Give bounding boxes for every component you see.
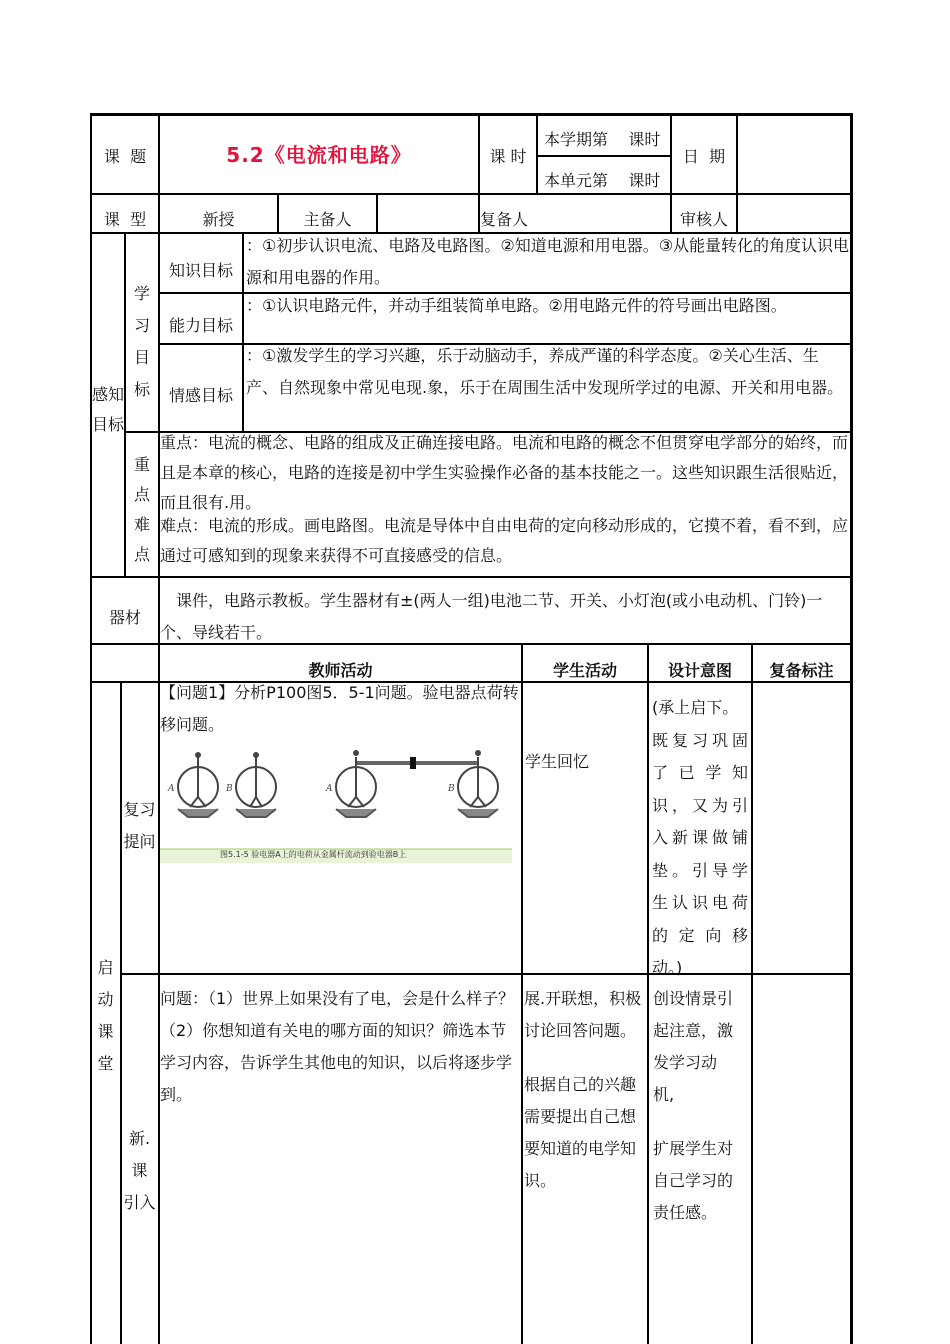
learn-label-char: 学 bbox=[133, 284, 150, 303]
student-line: 识。 bbox=[524, 1171, 557, 1190]
design-line: (承上启下。 bbox=[652, 698, 739, 717]
page-title: 5.2《电流和电路》 bbox=[226, 143, 412, 167]
review-label-line: 复习 bbox=[123, 800, 156, 819]
design-line: 扩展学生对 bbox=[653, 1139, 734, 1158]
v-goal-type bbox=[242, 232, 244, 431]
emotion-goal-text: ：①激发学生的学习兴趣，乐于动脑动手，养成严谨的科学态度。②关心生活、生产、自然现象中常见电现.象，乐于在周围生活中发现所学过的电源、开关和用电器。 bbox=[246, 346, 844, 397]
intro-label-line: 引入 bbox=[123, 1193, 156, 1212]
t2-v-student bbox=[647, 643, 649, 1344]
review-teacher-text: 【问题1】分析P100图5．5-1问题。验电器点荷转移问题。 bbox=[160, 683, 519, 734]
label-fubei: 复备人 bbox=[480, 210, 529, 229]
design-line: 机, bbox=[653, 1085, 675, 1104]
student-line: 需要提出自己想 bbox=[524, 1107, 637, 1126]
equipment-text: 课件，电路示教板。学生器材有±(两人一组)电池二节、开关、小灯泡(或小电动机、门铃)一个、导线若干。 bbox=[160, 591, 823, 642]
ability-goal-text: ：①认识电路元件，并动手组装简单电路。②用电路元件的符号画出电路图。 bbox=[246, 296, 787, 315]
design-line: 责任感。 bbox=[653, 1203, 718, 1222]
key-difficulty-label bbox=[126, 450, 158, 570]
label-kexing: 课 型 bbox=[103, 210, 147, 229]
design-line: 入新课做铺 bbox=[652, 828, 748, 847]
review-label bbox=[121, 794, 158, 858]
intro-teacher-text: 问题：（1）世界上如果没有了电，会是什么样子？（2）你想知道有关电的哪方面的知识？筛选本节学习内容，告诉学生其他电的知识，以后将逐步学到。 bbox=[160, 989, 515, 1104]
student-line: 根据自己的兴趣 bbox=[524, 1075, 637, 1094]
key-label-char: 难 bbox=[133, 515, 150, 534]
learn-label-char: 习 bbox=[133, 316, 150, 335]
header-student: 学生活动 bbox=[552, 661, 617, 680]
design-line: 既复习巩固 bbox=[652, 730, 748, 750]
t2-right-border bbox=[850, 643, 853, 1344]
intro-label bbox=[121, 1123, 158, 1219]
design-line: 了 已 学 知 bbox=[652, 763, 748, 782]
header-notes: 复备标注 bbox=[769, 661, 834, 680]
review-student-text: 学生回忆 bbox=[525, 752, 590, 771]
t2-left-border bbox=[90, 643, 92, 681]
design-line: 生认识电荷 bbox=[652, 893, 748, 912]
row-line-3 bbox=[90, 576, 852, 578]
table1-top-border bbox=[90, 113, 852, 116]
emotion-goal-label: 情感目标 bbox=[168, 386, 233, 405]
svg-text:A: A bbox=[168, 784, 175, 794]
learn-label-char: 目 bbox=[133, 348, 150, 367]
svg-text:B: B bbox=[226, 784, 233, 794]
label-keti: 课 题 bbox=[103, 147, 147, 166]
design-line: 的 定 向 移 bbox=[652, 925, 748, 945]
intro-design-text-a bbox=[653, 983, 733, 1111]
student-line: 要知道的电学知 bbox=[524, 1139, 637, 1158]
kexing-value: 新授 bbox=[202, 210, 235, 229]
intro-student-text-b bbox=[524, 1069, 636, 1197]
section-label-char: 动 bbox=[97, 990, 114, 1009]
svg-text:B: B bbox=[448, 784, 455, 794]
figure-caption: 图5.1-5 验电器A上的电荷从金属杆流动到验电器B上 bbox=[220, 850, 407, 859]
t2-v-design bbox=[751, 643, 753, 1344]
label-zhubei: 主备人 bbox=[303, 210, 352, 229]
ability-goal-label: 能力目标 bbox=[168, 316, 233, 335]
v-riqi bbox=[736, 113, 738, 232]
header-teacher: 教师活动 bbox=[308, 661, 373, 680]
row-line-1 bbox=[90, 193, 852, 195]
outer-goal-label: 感知目标 bbox=[91, 385, 124, 434]
label-shenhe: 审核人 bbox=[680, 210, 729, 229]
difficulty-text: 难点：电流的形成。画电路图。电流是导体中自由电荷的定向移动形成的，它摸不着，看不到，应通过可感知到的现象来获得不可直接感受的信息。 bbox=[160, 516, 849, 565]
svg-text:A: A bbox=[326, 784, 333, 794]
knowledge-goal-label: 知识目标 bbox=[168, 261, 233, 280]
design-line: 发学习动 bbox=[653, 1053, 718, 1072]
intro-label-line: 新.课 bbox=[128, 1129, 151, 1180]
knowledge-goal-text: ：①初步认识电流、电路及电路图。②知道电源和用电器。③从能量转化的角度认识电源和用电器的作用。 bbox=[246, 236, 850, 287]
key-points-text: 重点：电流的概念、电路的组成及正确连接电路。电流和电路的概念不但贯穿电学部分的始终，而且是本章的核心，电路的连接是初中学生实验操作必备的基本技能之一。这些知识跟生活很贴近，而且很有.用。 bbox=[160, 433, 849, 512]
header-design: 设计意图 bbox=[667, 661, 732, 680]
section-label bbox=[91, 952, 120, 1080]
design-line: 动。) bbox=[652, 958, 683, 977]
design-line: 垫。引导学 bbox=[652, 860, 748, 880]
v-zhubei bbox=[376, 193, 378, 232]
key-label-char: 重 bbox=[133, 455, 150, 474]
review-label-line: 提问 bbox=[123, 832, 156, 851]
intro-design-text-b bbox=[653, 1133, 733, 1229]
learn-goal-label bbox=[126, 278, 158, 406]
section-label-char: 启 bbox=[97, 958, 114, 977]
unit-keshi: 本单元第 课时 bbox=[544, 171, 661, 190]
label-riqi: 日 期 bbox=[682, 147, 726, 166]
equipment-label: 器材 bbox=[108, 608, 141, 627]
key-label-char: 点 bbox=[133, 545, 150, 564]
design-line: 自己学习的 bbox=[653, 1171, 734, 1190]
design-line: 识，又为引 bbox=[652, 795, 748, 815]
t2-sub-label bbox=[120, 681, 122, 1344]
label-keshi: 课 时 bbox=[489, 147, 527, 166]
v-keshi bbox=[536, 113, 538, 193]
key-label-char: 点 bbox=[133, 485, 150, 504]
learn-label-char: 标 bbox=[133, 380, 150, 399]
semester-keshi: 本学期第 课时 bbox=[544, 130, 661, 149]
design-line: 起注意，激 bbox=[653, 1021, 734, 1040]
section-label-char: 课 bbox=[97, 1022, 114, 1041]
section-label-char: 堂 bbox=[97, 1054, 114, 1073]
student-line: 展.开联想，积极 bbox=[524, 989, 642, 1008]
review-design-text bbox=[652, 692, 748, 985]
electroscope-figure bbox=[160, 745, 516, 867]
design-line: 创设情景引 bbox=[653, 989, 734, 1008]
t2-v-teacher bbox=[521, 643, 523, 1344]
student-line: 讨论回答问题。 bbox=[524, 1021, 637, 1040]
intro-student-text-a bbox=[524, 983, 641, 1047]
